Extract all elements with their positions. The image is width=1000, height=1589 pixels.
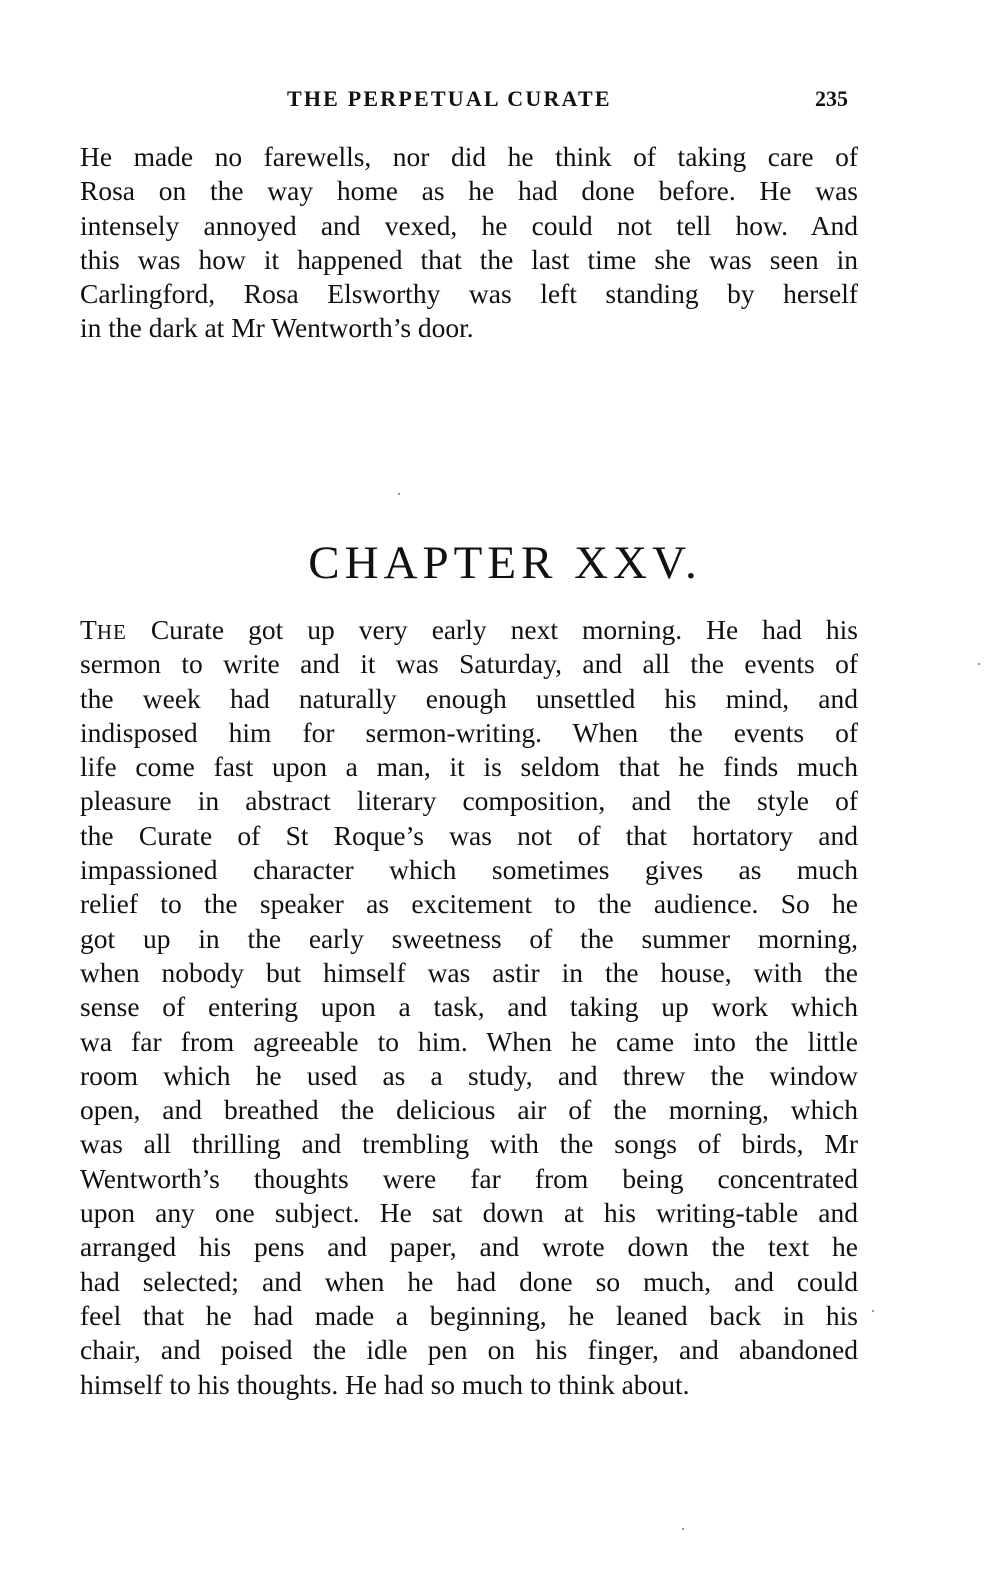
text-line: the Curate of St Roque’s was not of that hortatory and (80, 819, 858, 851)
text-line: Carlingford, Rosa Elsworthy was left standing by herself (80, 278, 858, 310)
text-line-first (80, 613, 858, 647)
text-line: got up in the early sweetness of the summer morning, (80, 922, 858, 954)
text-line: indisposed him for sermon-writing. When the events of (80, 716, 858, 748)
print-speck (682, 1528, 684, 1530)
text-line: He made no farewells, nor did he think of taking care of (80, 141, 858, 172)
print-speck (872, 1310, 874, 1312)
small-caps-initial: T (80, 614, 97, 645)
text-line: intensely annoyed and vexed, he could not tell how. And (80, 209, 858, 241)
text-line: sermon to write and it was Saturday, and all the events of (80, 648, 858, 680)
text-line: chair, and poised the idle pen on his finger, and abandoned (80, 1334, 858, 1366)
text-line: upon any one subject. He sat down at his writing-table and (80, 1197, 858, 1229)
first-line-text: Curate got up very early next morning. He had his (126, 614, 858, 645)
text-line: arranged his pens and paper, and wrote down the text he (80, 1231, 858, 1263)
print-speck (398, 493, 400, 495)
page-number: 235 (815, 86, 848, 111)
text-line: was all thrilling and trembling with the songs of birds, Mr (80, 1128, 858, 1160)
text-line: relief to the speaker as excitement to the audience. So he (80, 888, 858, 920)
text-line: life come fast upon a man, it is seldom that he finds much (80, 751, 858, 783)
text-line: room which he used as a study, and threw the window (80, 1059, 858, 1091)
text-line: when nobody but himself was astir in the house, with the (80, 956, 858, 988)
print-speck (978, 663, 980, 665)
text-line: in the dark at Mr Wentworth’s door. (80, 312, 474, 344)
text-line: open, and breathed the delicious air of the morning, which (80, 1094, 858, 1126)
chapter-heading: CHAPTER XXV. (308, 537, 702, 589)
text-line: himself to his thoughts. He had so much to think about. (80, 1368, 690, 1400)
text-line: Rosa on the way home as he had done before. He was (80, 175, 858, 207)
text-line: the week had naturally enough unsettled his mind, and (80, 682, 858, 714)
text-line: feel that he had made a beginning, he leaned back in his (80, 1299, 858, 1331)
paragraph-opening (80, 613, 858, 1402)
text-line: wa far from agreeable to him. When he came into the little (80, 1025, 858, 1057)
text-line: had selected; and when he had done so much, and could (80, 1265, 858, 1297)
running-head (0, 84, 1000, 114)
small-caps-rest: HE (96, 620, 127, 644)
paragraph-closing (80, 140, 858, 346)
text-line: Wentworth’s thoughts were far from being concentrated (80, 1162, 858, 1194)
text-line: this was how it happened that the last time she was seen in (80, 243, 858, 275)
text-line: pleasure in abstract literary composition, and the style of (80, 785, 858, 817)
text-line: sense of entering upon a task, and taking up work which (80, 991, 858, 1023)
running-title: THE PERPETUAL CURATE (287, 86, 612, 111)
text-line: impassioned character which sometimes gives as much (80, 854, 858, 886)
